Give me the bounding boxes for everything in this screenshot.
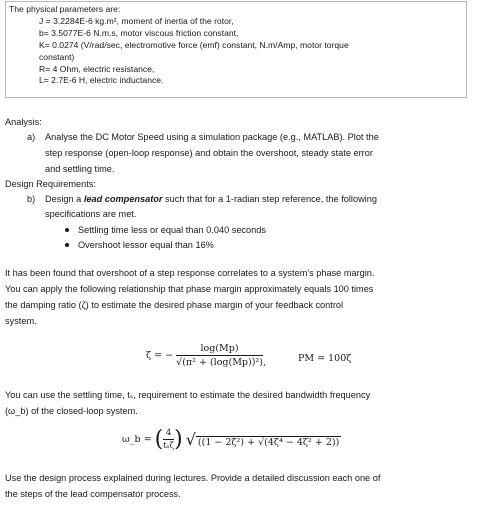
param-k-cont: constant) — [39, 51, 75, 62]
parameters-heading: The physical parameters are: — [9, 4, 121, 14]
item-b-prefix: Design a — [45, 194, 84, 204]
bullet-settling-text: Settling time less or equal than 0.040 seconds — [78, 225, 266, 235]
item-a-line-1: Analyse the DC Motor Speed using a simulation package (e.g., MATLAB). Plot the — [45, 132, 379, 142]
item-a-line-2: step response (open-loop response) and obtain the overshoot, steady state error — [45, 148, 373, 158]
item-b-suffix: such that for a 1-radian step reference, the following — [162, 194, 377, 204]
bullet-overshoot-text: Overshoot lessor equal than 16% — [78, 240, 214, 250]
eq1-denominator: √(π² + (log(Mp))²) — [176, 357, 263, 368]
para3-line-1: Use the design process explained during lectures. Provide a detailed discussion each one of — [5, 473, 381, 483]
radical-icon: √ — [185, 430, 196, 449]
para1-line-1: It has been found that overshoot of a step response correlates to a system's phase margin. — [5, 268, 375, 278]
eq2-fraction-denominator: tₛζ — [163, 441, 175, 451]
para1-line-2: You can apply the following relationship that phase margin approximately equals 100 times — [5, 284, 374, 294]
equation-damping-ratio — [146, 343, 266, 368]
eq1-lhs: ζ = − — [146, 350, 174, 361]
item-a-marker: a) — [27, 132, 36, 142]
para1-line-4: system. — [5, 316, 37, 326]
eq2-lhs: ω_b = — [122, 434, 152, 445]
param-j: J = 3.2284E-6 kg.m², moment of inertia of the rotor, — [39, 15, 234, 26]
para3-line-2: the steps of the lead compensator process. — [5, 489, 181, 499]
eq2-fraction-numerator: 4 — [163, 428, 174, 440]
equation-bandwidth — [122, 427, 341, 452]
analysis-heading: Analysis: — [5, 117, 42, 127]
eq2-close-paren: ) — [174, 427, 183, 452]
param-b: b= 3.5077E-6 N.m.s, motor viscous friction constant, — [39, 27, 239, 38]
eq2-square-root — [186, 430, 342, 449]
eq2-open-paren: ( — [154, 427, 164, 452]
design-heading: Design Requirements: — [5, 179, 96, 189]
item-b-line-1 — [45, 194, 377, 204]
eq1-fraction — [176, 343, 263, 368]
eq2-radicand: ((1 − 2ζ²) + √(4ζ⁴ − 4ζ² + 2)) — [197, 437, 340, 448]
eq1-comma: , — [262, 357, 266, 368]
item-b-line-2: specifications are met. — [45, 209, 137, 219]
bullet-overshoot — [65, 240, 214, 250]
parameters-box — [5, 1, 467, 98]
item-b-marker: b) — [27, 194, 36, 204]
param-k: K= 0.0274 (V/rad/sec, electromotive force (emf) constant, N.m/Amp, motor torque — [39, 39, 349, 50]
bullet-dot — [65, 228, 69, 232]
equation-phase-margin: PM = 100ζ — [298, 353, 352, 364]
bullet-settling — [65, 225, 266, 235]
param-r: R= 4 Ohm, electric resistance, — [39, 63, 155, 74]
bullet-dot — [65, 243, 69, 247]
para2-line-1: You can use the settling time, tₛ, requirement to estimate the desired bandwidth frequency — [5, 390, 371, 400]
para2-line-2: (ω_b) of the closed-loop system. — [5, 406, 138, 416]
param-l: L= 2.7E-6 H, electric inductance. — [39, 75, 164, 86]
item-b-emphasis: lead compensator — [83, 194, 163, 204]
para1-line-3: the damping ratio (ζ) to estimate the desired phase margin of your feedback control — [5, 300, 344, 310]
eq1-numerator: log(Mp) — [176, 343, 263, 356]
eq2-fraction — [163, 428, 174, 451]
item-a-line-3: and settling time. — [45, 164, 115, 174]
